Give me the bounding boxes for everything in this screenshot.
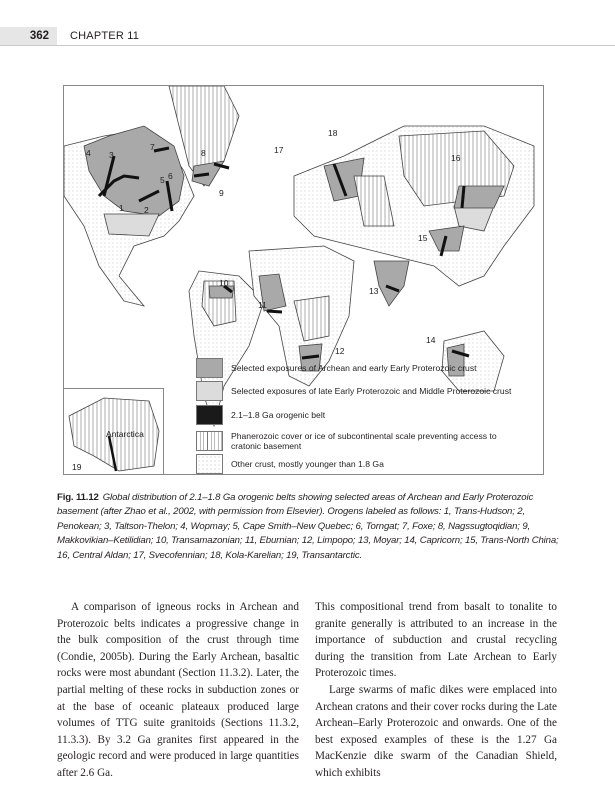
label-8: 8 [201,148,206,158]
paragraph: A comparison of igneous rocks in Archean and Proterozoic belts indicates a progressive change in the bulk composition of the crust through time (Condie, 2005b). During the Early Archean, basaltic rocks were most abundant (Section 11.3.2). Later, the partial melting of these rocks in subduction zones or at the base of oceanic plateaux produced large volumes of TTG suite granitoids (Sections 11.3.2, 11.3.3). By 3.2 Ga granites first appeared in the geologic record and were produced in large quantities after 2.6 Ga. [57,601,299,779]
label-11: 11 [258,300,267,310]
caption-text: Global distribution of 2.1–1.8 Ga orogenic belts showing selected areas of Archean and Early Proterozoic basement (after Zhao et al., 2002, with permission from Elsevier). Orogens labeled as follows: 1, Trans-Hudson; 2, Penokean; 3, Taltson-Thelon; 4, Wopmay; 5, Cape Smith–New Quebec; 6, Torngat; 7, Foxe; 8, Nagssugtoqidian; 9, Makkovikian–Ketilidian; 10, Transamazonian; 11, Eburnian; 12, Limpopo; 13, Moyar; 14, Capricorn; 15, Trans-North China; 16, Central Aldan; 17, Svecofennian; 18, Kola-Karelian; 19, Transantarctic. [57,492,559,561]
legend-item-orogenic-belt [196,405,521,425]
label-15: 15 [418,233,428,243]
label-6: 6 [168,171,173,181]
swatch-proterozoic [196,381,223,401]
legend-text: Other crust, mostly younger than 1.8 Ga [231,459,384,469]
legend-text: 2.1–1.8 Ga orogenic belt [231,410,326,420]
label-12: 12 [335,346,345,356]
label-18: 18 [328,128,338,138]
legend-text: Selected exposures of late Early Proterozoic and Middle Proterozoic crust [231,386,512,396]
figure-caption [57,491,562,563]
label-7: 7 [150,142,155,152]
figure-map [63,85,544,475]
legend-text: Phanerozoic cover or ice of subcontinental scale preventing access to cratonic basement [231,431,497,451]
label-5: 5 [160,175,165,185]
caption-label: Fig. 11.12 [57,492,99,503]
inset-label: Antarctica [106,429,144,439]
swatch-orogenic-belt [196,405,223,425]
label-10: 10 [219,278,229,288]
paragraph: Large swarms of mafic dikes were emplaced into Archean cratons and their cover rocks during the Late Archean–Early Proterozoic and onwards. One of the best exposed examples of these is the 1.27 Ga MacKenzie dike swarm of the Canadian Shield, which exhibits [315,683,557,779]
antarctica-inset [64,388,164,475]
body-left-column [57,599,299,782]
label-3: 3 [109,150,114,160]
label-9: 9 [219,188,224,198]
label-13: 13 [369,286,379,296]
legend-item-archean [196,358,521,378]
label-14: 14 [426,335,436,345]
label-2: 2 [144,205,149,215]
legend-item-other-crust [196,454,521,474]
legend-text: Selected exposures of Archean and early Early Proterozoic crust [231,363,477,373]
label-4: 4 [86,148,91,158]
legend-item-proterozoic [196,381,521,401]
running-header: CHAPTER 11 [70,30,140,42]
swatch-archean [196,358,223,378]
swatch-other-crust [196,454,223,474]
label-1: 1 [119,203,124,213]
label-19: 19 [72,462,82,472]
label-16: 16 [451,153,461,163]
header-rule [0,45,615,46]
paragraph: This compositional trend from basalt to tonalite to granite generally is attributed to an increase in the importance of subduction and crustal recycling during the transition from Late Archean to Early Proterozoic times. [315,601,557,680]
legend-item-phanerozoic-cover [196,431,521,451]
swatch-phanerozoic [196,431,223,451]
body-right-column [315,599,557,782]
page-number: 362 [0,27,57,45]
label-17: 17 [274,145,284,155]
